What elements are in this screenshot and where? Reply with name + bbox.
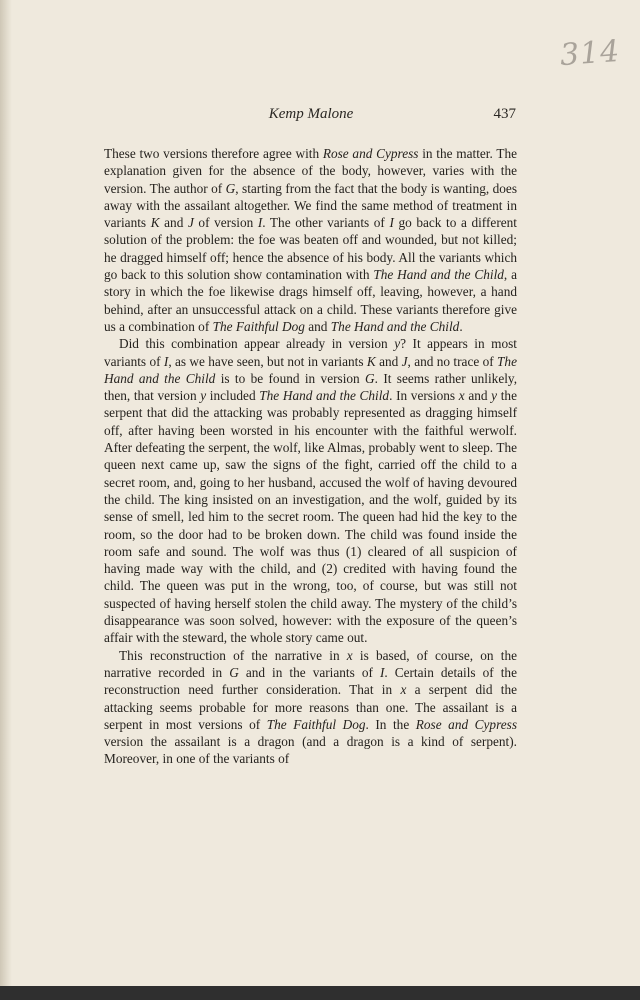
text-run: ? It appears in most variants of [104,336,517,369]
italic-text: I [163,353,169,369]
italic-text: The Faithful Dog [212,318,305,334]
italic-text: K [150,215,160,231]
running-head [104,106,518,130]
italic-text: The Hand and the Child [104,353,517,386]
text-run: and [464,388,492,404]
paragraph [104,335,517,646]
text-run: included [206,388,260,404]
page-number: 437 [493,106,516,122]
italic-text: G [365,370,375,386]
italic-text: x [458,388,465,404]
text-run: and in the variants of [238,664,380,680]
text-run: and [375,353,402,369]
handwritten-page-annotation: 314 [558,33,622,74]
italic-text: y [394,336,401,352]
text-run: , and no trace of [407,353,498,369]
italic-text: x [346,647,353,663]
text-run: is to be found in version [215,370,366,386]
italic-text: The Hand and the Child [259,388,390,404]
italic-text: y [200,388,207,404]
text-run: . Certain details of the reconstruction need further consideration. That in [104,664,517,698]
text-run: Did this combination appear already in version [119,336,395,352]
text-run: a serpent did the attacking seems probable for more reasons than one. The assailant is a serpent in most versions of [104,682,517,732]
body-text [104,145,517,768]
text-run: go back to a different solution of the problem: the foe was beaten off and wounded, but not killed; he dragged himself off; hence the absence of his body. All the variants which go back to this solution show contamination with [104,215,517,283]
text-run: of version [193,215,258,231]
italic-text: I [379,664,385,680]
text-run: version the assailant is a dragon (and a dragon is a kind of serpent). Moreover, in one of the variants of [104,734,517,767]
scan-bottom-edge [0,986,640,1000]
italic-text: Rose and Cypress [322,146,419,161]
italic-text: The Faithful Dog [266,716,366,732]
italic-text: y [491,388,498,404]
text-run: These two versions therefore agree with [104,146,323,161]
text-run: the serpent that did the attacking was probably represented as dragging himself off, after having been worsted in his encounter with the faithful werwolf. After defeating the serpent, the wolf, like Almas, probably went to sleep. The queen next came up, saw the signs of the fight, carried off the child to a secret room, and, going to her husband, accused the wolf of having devoured the child. The king insisted on an investigation, and the wolf, guided by its sense of smell, led him to the secret room. The queen had hid the key to the room, so the door had to be broken down. The child was found inside the room safe and sound. The wolf was thus (1) cleared of all suspicion of having made way with the child, and (2) credited with having found the child. The queen was put in the wrong, too, of course, but was still not suspected of having herself stolen the child away. The mystery of the child’s disappearance was soon solved, however: with the exposure of the queen’s affair with the steward, the whole story came out. [104,388,517,646]
paragraph [104,647,517,768]
text-run: . In versions [389,388,459,404]
text-run: . The other variants of [262,215,390,231]
text-run: in the matter. The explanation given for the absence of the body, however, varies with the version. The author of [104,146,517,196]
running-head-title: Kemp Malone [268,106,354,122]
italic-text: J [187,215,194,231]
italic-text: Rose and Cypress [415,716,518,732]
italic-text: The Hand and the Child [330,318,460,334]
italic-text: I [257,215,263,231]
text-run: , starting from the fact that the body is wanting, does away with the assailant altogether. We find the same method of treatment in variants [104,180,517,231]
italic-text: G [229,664,239,680]
page-spine-shadow [0,0,12,1000]
text-run: . It seems rather unlikely, then, that version [104,370,518,404]
text-run: This reconstruction of the narrative in [119,647,347,663]
italic-text: The Hand and the Child [373,267,504,283]
text-run: . In the [365,716,416,732]
text-run: . [459,318,463,334]
text-run: , as we have seen, but not in variants [168,353,367,369]
italic-text: G [225,180,236,196]
text-run: is based, of course, on the narrative recorded in [104,647,517,680]
italic-text: x [400,682,407,698]
italic-text: I [389,215,394,231]
text-run: and [304,318,331,334]
text-run: , a story in which the foe likewise drags himself off, leaving, however, a hand behind, after an unsuccessful attack on a child. These variants therefore give us a combination of [104,267,517,334]
italic-text: K [366,353,376,369]
text-run: and [159,215,188,231]
paragraph [104,145,517,335]
italic-text: J [401,353,408,369]
